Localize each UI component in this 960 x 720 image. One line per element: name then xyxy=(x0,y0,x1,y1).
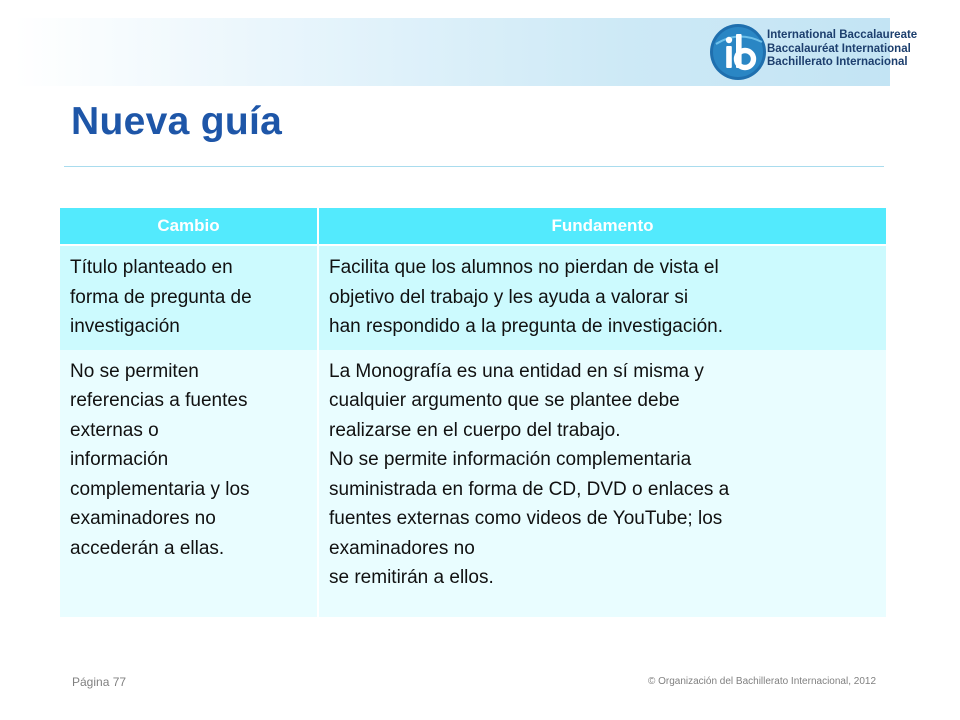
cell-line: se remitirán a ellos. xyxy=(329,567,494,588)
change-table xyxy=(60,208,886,617)
fundamento-cell xyxy=(318,350,886,617)
cell-line: accederán a ellas. xyxy=(70,537,225,559)
cell-line: referencias a fuentes xyxy=(70,390,248,411)
cell-line: complementaria y los xyxy=(70,478,250,500)
table-row xyxy=(60,350,886,617)
logo-line: Baccalauréat International xyxy=(767,42,911,55)
title-divider xyxy=(64,166,884,167)
cell-line: No se permite información complementaria xyxy=(329,449,692,470)
cell-line: fuentes externas como videos de YouTube; los xyxy=(329,508,723,529)
cell-line: Título planteado en xyxy=(70,257,233,278)
table-header-row xyxy=(60,208,886,245)
cell-line: han respondido a la pregunta de investigación. xyxy=(329,316,724,337)
cell-line: información xyxy=(70,449,169,470)
ib-logo-text xyxy=(767,29,917,70)
cell-line: suministrada en forma de CD, DVD o enlaces a xyxy=(329,478,730,500)
column-header-fundamento: Fundamento xyxy=(318,208,886,245)
logo-line: Bachillerato Internacional xyxy=(767,56,908,68)
cell-line: Facilita que los alumnos no pierdan de vista el xyxy=(329,257,719,278)
cell-line: examinadores no xyxy=(70,508,216,529)
copyright-notice: © Organización del Bachillerato Internacional, 2012 xyxy=(647,676,876,687)
cell-line: externas o xyxy=(70,419,159,441)
fundamento-cell xyxy=(318,245,886,350)
logo-line: International Baccalaureate xyxy=(767,29,918,41)
page-title: Nueva guía xyxy=(71,100,283,143)
cell-line: examinadores no xyxy=(329,537,475,559)
cell-line: realizarse en el cuerpo del trabajo. xyxy=(329,419,621,441)
column-header-cambio: Cambio xyxy=(60,208,318,245)
cell-line: No se permiten xyxy=(70,360,199,382)
cell-line: forma de pregunta de xyxy=(70,286,252,308)
page-number: Página 77 xyxy=(72,675,127,689)
ib-logo-icon xyxy=(708,22,768,82)
cell-line: investigación xyxy=(70,316,180,337)
cambio-cell xyxy=(60,350,318,617)
cell-line: cualquier argumento que se plantee debe xyxy=(329,390,680,411)
cambio-cell xyxy=(60,245,318,350)
cell-line: La Monografía es una entidad en sí misma y xyxy=(329,360,704,382)
table-row xyxy=(60,245,886,350)
cell-line: objetivo del trabajo y les ayuda a valorar si xyxy=(329,286,689,308)
